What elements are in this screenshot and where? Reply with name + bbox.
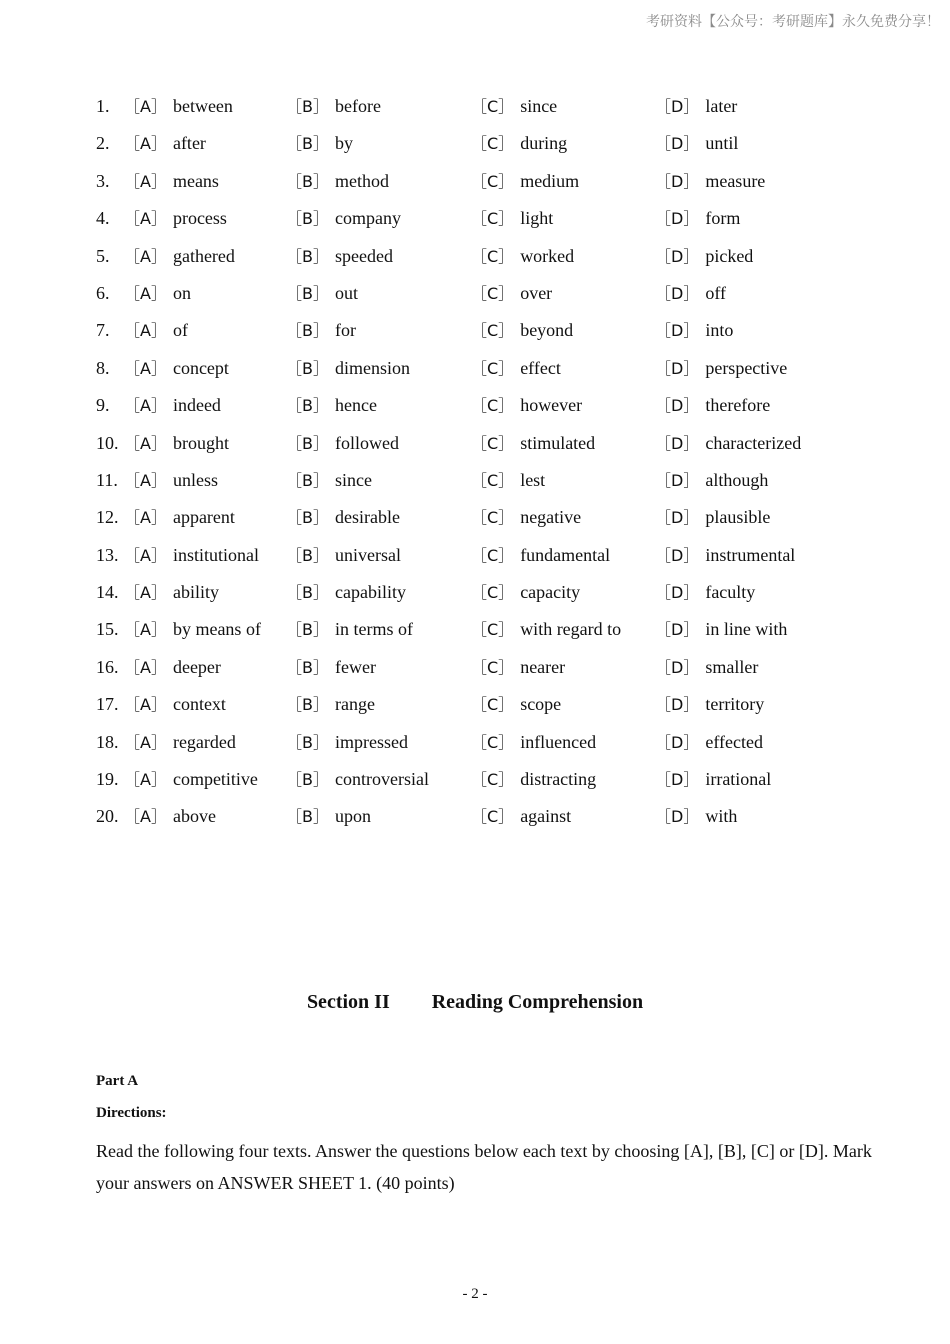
option-d-label: ［D］ xyxy=(655,470,700,490)
question-row xyxy=(96,802,896,839)
option-c xyxy=(471,316,573,345)
option-c-text: scope xyxy=(520,694,562,715)
option-a xyxy=(124,728,236,757)
option-d-label: ［D］ xyxy=(655,508,700,528)
option-c-label: ［C］ xyxy=(471,97,515,116)
question-number: 4. xyxy=(96,208,110,229)
option-a xyxy=(124,466,218,495)
question-row xyxy=(96,466,896,503)
option-d xyxy=(655,92,737,121)
option-a xyxy=(124,316,188,345)
option-a-text: deeper xyxy=(172,656,221,677)
option-c-text: lest xyxy=(520,469,546,490)
option-d-text: picked xyxy=(705,245,754,266)
option-b-label: ［B］ xyxy=(286,770,329,790)
option-c-label: ［C］ xyxy=(471,396,515,416)
question-number: 6. xyxy=(96,282,110,303)
option-b xyxy=(286,466,372,495)
option-a xyxy=(124,242,235,271)
option-b xyxy=(286,690,375,719)
option-b-text: capability xyxy=(334,582,406,603)
option-c-label: ［C］ xyxy=(471,283,515,303)
option-d-text: into xyxy=(705,320,734,341)
option-a-label: ［A］ xyxy=(124,171,167,191)
option-c-text: negative xyxy=(520,507,582,528)
option-d xyxy=(655,429,801,458)
option-a-text: competitive xyxy=(172,769,258,790)
option-b xyxy=(286,802,371,831)
option-d xyxy=(655,129,738,158)
option-a xyxy=(124,129,206,158)
question-row xyxy=(96,92,896,129)
option-d-label: ［D］ xyxy=(655,583,700,603)
option-c-text: stimulated xyxy=(520,432,596,453)
option-c-label: ［C］ xyxy=(471,545,515,565)
option-d xyxy=(655,728,763,757)
option-b-text: in terms of xyxy=(334,619,413,640)
option-d-text: off xyxy=(705,282,726,303)
option-b-text: for xyxy=(334,320,356,341)
question-number: 17. xyxy=(96,694,119,715)
option-d xyxy=(655,615,787,644)
directions-text: Read the following four texts. Answer the questions below each text by choosing [A], [B], [C] or [D]. Mark your answers on ANSWER SHEET 1. (40 points) xyxy=(96,1141,872,1193)
question-row xyxy=(96,242,896,279)
option-c xyxy=(471,92,557,121)
option-c xyxy=(471,765,596,794)
option-d-text: measure xyxy=(705,170,766,191)
option-a xyxy=(124,429,229,458)
option-b-text: by xyxy=(334,133,353,154)
option-d-label: ［D］ xyxy=(655,246,700,266)
option-b-label: ［B］ xyxy=(286,134,329,154)
question-row xyxy=(96,391,896,428)
option-d-text: plausible xyxy=(705,507,771,528)
option-c xyxy=(471,802,571,831)
question-list xyxy=(96,92,896,840)
question-number: 13. xyxy=(96,544,119,565)
option-b-text: out xyxy=(334,282,358,303)
option-d xyxy=(655,316,733,345)
option-c-text: over xyxy=(520,282,553,303)
question-number: 10. xyxy=(96,432,119,453)
option-d-label: ［D］ xyxy=(655,396,700,416)
option-d xyxy=(655,167,765,196)
option-b-label: ［B］ xyxy=(286,97,329,116)
question-row xyxy=(96,204,896,241)
option-d-text: until xyxy=(705,133,739,154)
question-row xyxy=(96,129,896,166)
section-number: Section II xyxy=(306,991,390,1013)
option-d-label: ［D］ xyxy=(655,695,700,715)
option-c-text: during xyxy=(520,133,568,154)
option-d xyxy=(655,802,737,831)
option-b xyxy=(286,728,408,757)
option-a-label: ［A］ xyxy=(124,246,167,266)
option-d-text: later xyxy=(705,96,738,116)
option-d-text: irrational xyxy=(705,769,772,790)
option-c-label: ［C］ xyxy=(471,171,515,191)
option-c-label: ［C］ xyxy=(471,358,515,378)
option-b-label: ［B］ xyxy=(286,620,329,640)
option-b-text: upon xyxy=(334,806,371,827)
option-a-label: ［A］ xyxy=(124,396,167,416)
option-d xyxy=(655,653,758,682)
question-number: 9. xyxy=(96,395,110,416)
option-d xyxy=(655,466,768,495)
question-row xyxy=(96,615,896,652)
option-a-text: brought xyxy=(172,432,229,453)
question-number: 18. xyxy=(96,731,119,752)
option-b-text: impressed xyxy=(334,731,408,752)
option-c-text: effect xyxy=(520,357,561,378)
option-d-text: therefore xyxy=(705,395,771,416)
option-b-label: ［B］ xyxy=(286,396,329,416)
option-b xyxy=(286,204,401,233)
option-b-label: ［B］ xyxy=(286,732,329,752)
option-c-label: ［C］ xyxy=(471,134,515,154)
option-c-label: ［C］ xyxy=(471,433,515,453)
option-c-label: ［C］ xyxy=(471,807,515,827)
option-a-text: process xyxy=(172,208,227,229)
option-a xyxy=(124,802,216,831)
option-c-label: ［C］ xyxy=(471,583,515,603)
option-b-label: ［B］ xyxy=(286,321,329,341)
option-d xyxy=(655,765,771,794)
option-a-text: apparent xyxy=(172,507,235,528)
option-a xyxy=(124,167,219,196)
option-a-label: ［A］ xyxy=(124,283,167,303)
option-a-label: ［A］ xyxy=(124,545,167,565)
question-number: 1. xyxy=(96,96,110,116)
question-row xyxy=(96,541,896,578)
option-c-text: fundamental xyxy=(520,544,611,565)
question-row xyxy=(96,167,896,204)
option-c-label: ［C］ xyxy=(471,620,515,640)
option-a-label: ［A］ xyxy=(124,583,167,603)
option-a xyxy=(124,541,259,570)
option-c-text: nearer xyxy=(520,656,566,677)
option-a-label: ［A］ xyxy=(124,508,167,528)
option-d-label: ［D］ xyxy=(655,433,700,453)
option-a-text: means xyxy=(172,170,219,191)
question-row xyxy=(96,765,896,802)
question-row xyxy=(96,690,896,727)
option-c xyxy=(471,167,579,196)
option-c-text: distracting xyxy=(520,769,597,790)
option-d-label: ［D］ xyxy=(655,171,700,191)
option-c xyxy=(471,690,561,719)
question-row xyxy=(96,653,896,690)
option-c xyxy=(471,129,567,158)
option-b-label: ［B］ xyxy=(286,470,329,490)
option-d-text: territory xyxy=(705,694,765,715)
question-number: 2. xyxy=(96,133,110,154)
option-b-text: speeded xyxy=(334,245,393,266)
option-b-label: ［B］ xyxy=(286,433,329,453)
option-c-label: ［C］ xyxy=(471,695,515,715)
option-b-label: ［B］ xyxy=(286,807,329,827)
option-a-label: ［A］ xyxy=(124,433,167,453)
option-b-text: universal xyxy=(334,544,401,565)
option-a-text: after xyxy=(172,133,206,154)
option-d-label: ［D］ xyxy=(655,545,700,565)
option-a xyxy=(124,578,219,607)
option-b-label: ［B］ xyxy=(286,657,329,677)
option-b-label: ［B］ xyxy=(286,283,329,303)
option-a-text: regarded xyxy=(172,731,236,752)
option-b xyxy=(286,429,399,458)
option-b-label: ［B］ xyxy=(286,246,329,266)
option-d-text: characterized xyxy=(705,432,802,453)
option-d-label: ［D］ xyxy=(655,358,700,378)
option-d xyxy=(655,391,770,420)
option-b xyxy=(286,765,429,794)
option-b xyxy=(286,503,400,532)
option-a-label: ［A］ xyxy=(124,657,167,677)
option-c xyxy=(471,279,552,308)
directions-label: Directions: xyxy=(96,1105,167,1121)
option-d xyxy=(655,242,753,271)
option-c-text: however xyxy=(520,395,583,416)
option-a-label: ［A］ xyxy=(124,620,167,640)
question-number: 3. xyxy=(96,170,110,191)
option-b-text: before xyxy=(334,96,381,116)
option-c-label: ［C］ xyxy=(471,470,515,490)
option-c-label: ［C］ xyxy=(471,732,515,752)
question-row xyxy=(96,728,896,765)
option-a-label: ［A］ xyxy=(124,321,167,341)
option-d-text: with xyxy=(705,806,738,827)
option-c xyxy=(471,541,610,570)
question-number: 20. xyxy=(96,806,119,827)
option-a xyxy=(124,354,229,383)
question-number: 16. xyxy=(96,656,119,677)
option-d-text: effected xyxy=(705,731,763,752)
part-label: Part A xyxy=(96,1073,139,1089)
option-a-text: above xyxy=(172,806,216,827)
option-d xyxy=(655,204,740,233)
option-c xyxy=(471,354,561,383)
option-d xyxy=(655,354,787,383)
option-a-text: ability xyxy=(172,582,219,603)
option-c-text: worked xyxy=(520,245,575,266)
option-d-label: ［D］ xyxy=(655,283,700,303)
question-number: 5. xyxy=(96,245,110,266)
option-a-label: ［A］ xyxy=(124,807,167,827)
option-a xyxy=(124,391,221,420)
option-c xyxy=(471,728,596,757)
option-d-label: ［D］ xyxy=(655,134,700,154)
option-c xyxy=(471,578,580,607)
option-d-text: smaller xyxy=(705,656,759,677)
option-c-text: capacity xyxy=(520,582,581,603)
option-a-text: between xyxy=(172,96,233,116)
question-number: 11. xyxy=(96,469,118,490)
option-b xyxy=(286,167,389,196)
option-d-label: ［D］ xyxy=(655,620,700,640)
option-b xyxy=(286,578,406,607)
option-a-label: ［A］ xyxy=(124,358,167,378)
option-b xyxy=(286,354,410,383)
option-b-label: ［B］ xyxy=(286,545,329,565)
option-c-label: ［C］ xyxy=(471,209,515,229)
option-b xyxy=(286,279,358,308)
option-d xyxy=(655,578,755,607)
page-number: - 2 - xyxy=(462,1286,488,1302)
option-a-label: ［A］ xyxy=(124,732,167,752)
option-a xyxy=(124,765,258,794)
option-a-text: by means of xyxy=(172,619,261,640)
option-c-text: since xyxy=(520,96,558,116)
option-d xyxy=(655,503,770,532)
option-a-text: context xyxy=(172,694,226,715)
option-c xyxy=(471,391,582,420)
option-b-label: ［B］ xyxy=(286,358,329,378)
option-a xyxy=(124,92,233,121)
option-a xyxy=(124,279,191,308)
question-row xyxy=(96,503,896,540)
option-b xyxy=(286,242,393,271)
option-a-label: ［A］ xyxy=(124,470,167,490)
question-number: 7. xyxy=(96,320,110,341)
option-a xyxy=(124,204,227,233)
option-c-label: ［C］ xyxy=(471,508,515,528)
option-a-text: on xyxy=(172,282,191,303)
option-c xyxy=(471,615,621,644)
option-d-label: ［D］ xyxy=(655,97,700,116)
option-d-text: although xyxy=(705,469,769,490)
option-b-label: ［B］ xyxy=(286,171,329,191)
option-b xyxy=(286,316,356,345)
option-b xyxy=(286,653,376,682)
option-b-text: since xyxy=(334,469,372,490)
option-b xyxy=(286,615,413,644)
option-c-text: against xyxy=(520,806,572,827)
option-c xyxy=(471,466,545,495)
option-d xyxy=(655,279,726,308)
option-d-text: form xyxy=(705,208,741,229)
section-name: Reading Comprehension xyxy=(431,991,644,1013)
option-b-text: range xyxy=(334,694,375,715)
option-b xyxy=(286,129,353,158)
option-c-label: ［C］ xyxy=(471,246,515,266)
option-c-text: light xyxy=(520,208,554,229)
option-a-text: institutional xyxy=(172,544,259,565)
option-b xyxy=(286,391,377,420)
option-a-label: ［A］ xyxy=(124,770,167,790)
option-c-text: medium xyxy=(520,170,580,191)
option-d-text: faculty xyxy=(705,582,756,603)
option-b xyxy=(286,541,401,570)
question-row xyxy=(96,279,896,316)
question-row xyxy=(96,354,896,391)
option-b-text: dimension xyxy=(334,357,410,378)
question-row xyxy=(96,316,896,353)
option-d xyxy=(655,541,795,570)
question-number: 14. xyxy=(96,582,119,603)
option-a-text: of xyxy=(172,320,188,341)
option-b xyxy=(286,92,381,121)
option-d-text: instrumental xyxy=(705,544,796,565)
option-d-text: in line with xyxy=(705,619,788,640)
option-a xyxy=(124,653,221,682)
option-a-text: gathered xyxy=(172,245,235,266)
option-b-label: ［B］ xyxy=(286,695,329,715)
option-b-label: ［B］ xyxy=(286,583,329,603)
option-c-text: beyond xyxy=(520,320,574,341)
option-a-text: concept xyxy=(172,357,229,378)
watermark-text: 考研资料【公众号：考研题库】永久免费分享！ xyxy=(646,14,940,30)
option-d-label: ［D］ xyxy=(655,770,700,790)
option-b-text: hence xyxy=(334,395,377,416)
option-d-label: ［D］ xyxy=(655,209,700,229)
option-c xyxy=(471,653,565,682)
option-b-text: method xyxy=(334,170,389,191)
option-c xyxy=(471,204,553,233)
option-b-label: ［B］ xyxy=(286,508,329,528)
option-a-text: indeed xyxy=(172,395,221,416)
question-row xyxy=(96,429,896,466)
question-number: 12. xyxy=(96,507,119,528)
section-title xyxy=(0,991,950,1014)
option-d-label: ［D］ xyxy=(655,807,700,827)
option-b-text: controversial xyxy=(334,769,429,790)
option-d-label: ［D］ xyxy=(655,657,700,677)
option-d-label: ［D］ xyxy=(655,321,700,341)
option-b-text: fewer xyxy=(334,656,376,677)
option-c-label: ［C］ xyxy=(471,321,515,341)
option-c-text: influenced xyxy=(520,731,597,752)
option-c xyxy=(471,429,595,458)
option-a xyxy=(124,690,226,719)
option-c-label: ［C］ xyxy=(471,657,515,677)
option-a-label: ［A］ xyxy=(124,97,167,116)
option-d xyxy=(655,690,764,719)
option-d-label: ［D］ xyxy=(655,732,700,752)
option-a xyxy=(124,615,261,644)
option-a-label: ［A］ xyxy=(124,695,167,715)
option-b-label: ［B］ xyxy=(286,209,329,229)
question-row xyxy=(96,578,896,615)
option-b-text: desirable xyxy=(334,507,400,528)
question-number: 8. xyxy=(96,357,110,378)
option-b-text: company xyxy=(334,208,401,229)
option-c xyxy=(471,242,574,271)
option-c-label: ［C］ xyxy=(471,770,515,790)
option-c xyxy=(471,503,581,532)
option-a-text: unless xyxy=(172,469,218,490)
question-number: 15. xyxy=(96,619,119,640)
option-c-text: with regard to xyxy=(520,619,622,640)
option-a-label: ［A］ xyxy=(124,134,167,154)
option-a-label: ［A］ xyxy=(124,209,167,229)
question-number: 19. xyxy=(96,769,119,790)
option-a xyxy=(124,503,235,532)
option-b-text: followed xyxy=(334,432,399,453)
option-d-text: perspective xyxy=(705,357,788,378)
